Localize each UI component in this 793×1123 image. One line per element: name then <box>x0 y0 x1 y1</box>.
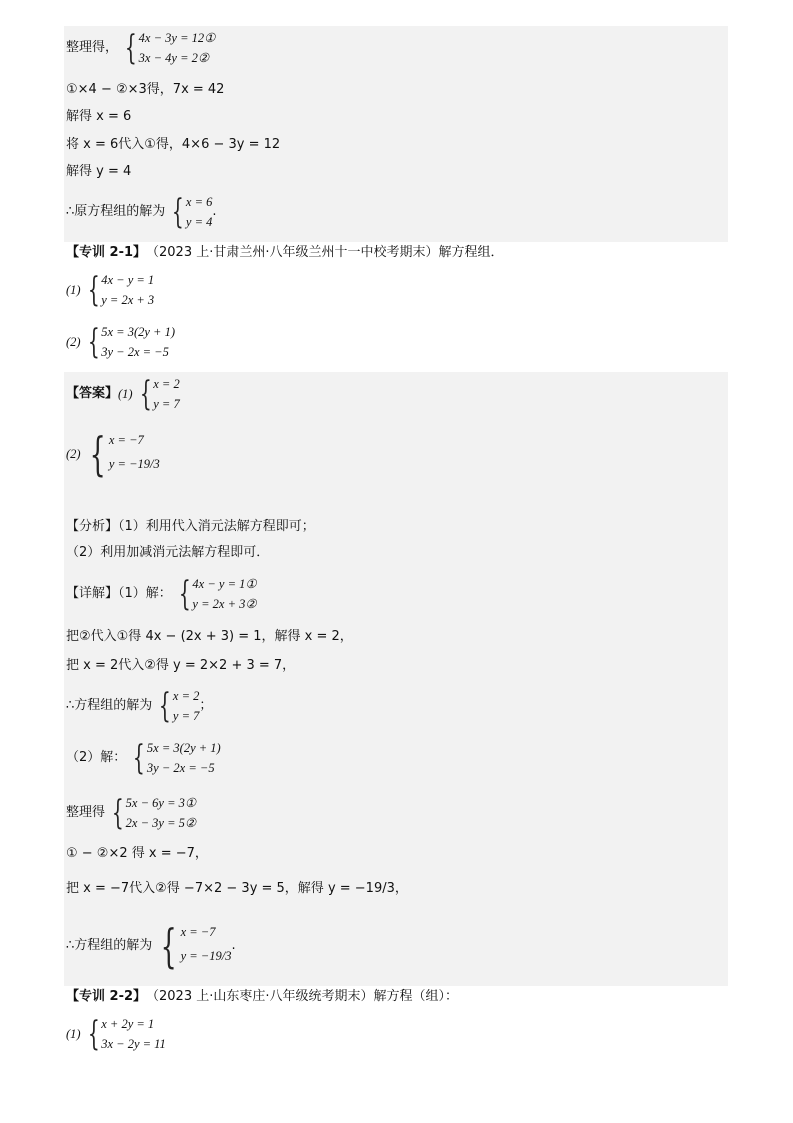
detail-line: ① − ②×2 得 x = −7， <box>66 846 208 861</box>
equation: x = −7 <box>180 925 216 939</box>
text: ∴原方程组的解为 <box>66 204 166 219</box>
answer-part-2 <box>66 427 160 481</box>
problem-heading <box>66 244 504 262</box>
brace: { <box>160 919 177 973</box>
line-step: ①×4 − ②×3得，7x = 42 <box>66 82 225 97</box>
equation: 4x − 3y = 12① <box>138 31 216 45</box>
equation-system <box>83 322 175 362</box>
equation: y = 2x + 3② <box>192 597 257 611</box>
line-step: 将 x = 6代入①得，4×6 − 3y = 12 <box>66 137 281 152</box>
detail-line <box>66 686 212 726</box>
detail-line <box>66 793 196 833</box>
line-step: 解得 y = 4 <box>66 164 132 179</box>
problem-tag: 【专训 2-2】 <box>66 989 147 1004</box>
problem-part-1 <box>66 1014 166 1054</box>
answer-part-1 <box>66 374 180 414</box>
equation: x = −7 <box>108 433 144 447</box>
analysis-line: 【分析】（1）利用代入消元法解方程即可； <box>66 519 315 534</box>
problem-source: （2023 上·山东枣庄·八年级统考期末）解方程（组）： <box>146 989 458 1004</box>
problem-heading <box>66 988 458 1006</box>
brace: { <box>89 427 106 481</box>
equation-system <box>167 192 212 232</box>
equation: x = 2 <box>172 689 200 703</box>
detail-line <box>66 574 257 614</box>
equation-system <box>128 738 220 778</box>
detail-line <box>66 738 221 778</box>
equation: 2x − 3y = 5② <box>125 816 197 830</box>
equation: y = 4 <box>185 215 213 229</box>
equation-system <box>83 270 155 310</box>
brace: { <box>172 192 185 232</box>
brace: { <box>87 270 100 310</box>
text: ∴方程组的解为 <box>66 938 153 953</box>
equation: 3x − 4y = 2② <box>138 51 210 65</box>
problem-part-2 <box>66 322 175 362</box>
text: . <box>231 938 236 953</box>
detail-line: 把 x = 2代入②得 y = 2×2 + 3 = 7， <box>66 658 296 673</box>
equation: y = −19/3 <box>108 457 160 471</box>
detail-line: 把 x = −7代入②得 −7×2 − 3y = 5，解得 y = −19/3， <box>66 881 408 896</box>
detail-line <box>66 919 236 973</box>
line-solution <box>66 192 217 232</box>
equation: 5x = 3(2y + 1) <box>146 741 221 755</box>
detail-tag: 【详解】（1）解： <box>66 586 172 601</box>
brace: { <box>87 322 100 362</box>
part-label: (2) <box>66 335 81 349</box>
answer-tag: 【答案】 <box>66 386 119 401</box>
equation: 5x = 3(2y + 1) <box>101 325 176 339</box>
equation: y = −19/3 <box>180 949 232 963</box>
text: . <box>212 204 217 219</box>
part-label: (1) <box>66 283 81 297</box>
part-label: (1) <box>66 1027 81 1041</box>
equation: x = 6 <box>185 195 213 209</box>
equation: y = 2x + 3 <box>101 293 155 307</box>
text: （2）解： <box>66 750 127 765</box>
brace: { <box>178 574 191 614</box>
equation: 4x − y = 1① <box>192 577 257 591</box>
equation: x = 2 <box>153 377 180 391</box>
equation-system <box>83 1014 166 1054</box>
part-label: (1) <box>118 387 133 401</box>
equation: 4x − y = 1 <box>101 273 155 287</box>
equation-system <box>154 686 199 726</box>
text: ∴方程组的解为 <box>66 698 153 713</box>
brace: { <box>133 738 146 778</box>
analysis-line: （2）利用加减消元法解方程即可． <box>66 545 270 560</box>
equation-system <box>174 574 257 614</box>
line-simplify <box>66 28 215 68</box>
problem-tag: 【专训 2-1】 <box>66 245 147 260</box>
text: ； <box>199 698 213 713</box>
text: 整理得， <box>66 40 119 55</box>
equation-system <box>107 793 196 833</box>
text: 整理得 <box>66 805 106 820</box>
equation-system <box>83 427 160 481</box>
equation: 3y − 2x = −5 <box>146 761 215 775</box>
equation: 3x − 2y = 11 <box>101 1037 166 1051</box>
problem-part-1 <box>66 270 154 310</box>
line-step: 解得 x = 6 <box>66 109 132 124</box>
brace: { <box>111 793 124 833</box>
equation: 5x − 6y = 3① <box>125 796 197 810</box>
equation: y = 7 <box>153 397 180 411</box>
equation-system <box>135 374 180 414</box>
equation: x + 2y = 1 <box>101 1017 155 1031</box>
brace: { <box>159 686 172 726</box>
equation: y = 7 <box>172 709 200 723</box>
equation: 3y − 2x = −5 <box>101 345 169 359</box>
brace: { <box>139 374 152 414</box>
equation-system <box>154 919 232 973</box>
problem-source: （2023 上·甘肃兰州·八年级兰州十一中校考期末）解方程组． <box>146 245 504 260</box>
brace: { <box>87 1014 100 1054</box>
equation-system <box>120 28 215 68</box>
brace: { <box>124 28 137 68</box>
part-label: (2) <box>66 447 81 461</box>
detail-line: 把②代入①得 4x − (2x + 3) = 1，解得 x = 2， <box>66 629 353 644</box>
